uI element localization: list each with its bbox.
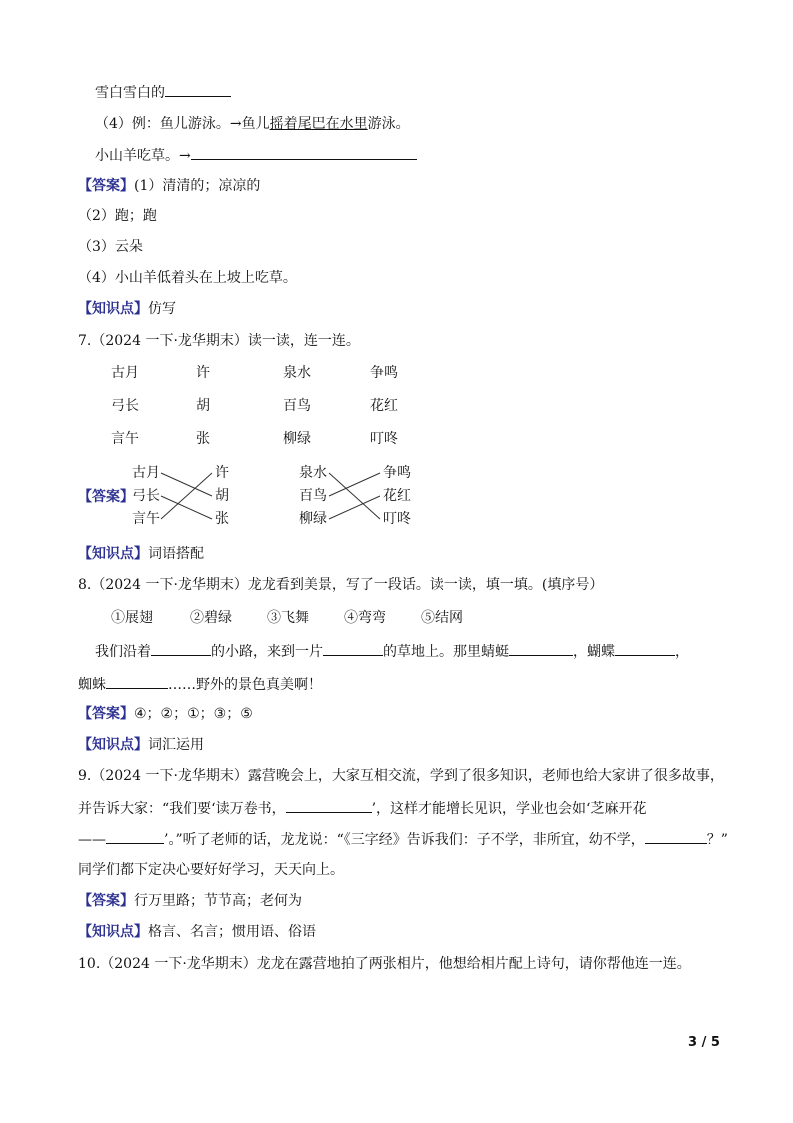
q7-grid-cell: 言午 bbox=[111, 431, 139, 447]
q9-number: 9. bbox=[78, 768, 92, 784]
q9-stem-line2 bbox=[78, 798, 647, 819]
match-word: 弓长 bbox=[132, 488, 160, 504]
blank[interactable] bbox=[323, 641, 383, 656]
q7-stem-text: 读一读，连一连。 bbox=[247, 333, 360, 349]
q8-option: ①展翅 bbox=[111, 610, 153, 626]
q9-stem-text: ’，这样才能增长见识，学业也会如‘芝麻开花 bbox=[371, 801, 647, 817]
q9-answer-text: 行万里路；节节高；老何为 bbox=[134, 893, 302, 909]
match-word: 古月 bbox=[132, 465, 160, 481]
knowledge-tag: 【知识点】 bbox=[78, 301, 148, 317]
q9-answer bbox=[78, 891, 302, 911]
blank[interactable] bbox=[106, 829, 164, 844]
match-line bbox=[161, 473, 212, 496]
q9-knowledge-text: 格言、名言；惯用语、俗语 bbox=[148, 924, 316, 940]
blank[interactable] bbox=[286, 798, 372, 813]
match-word: 柳绿 bbox=[299, 511, 327, 527]
q9-stem-text: ？” bbox=[706, 832, 728, 848]
q8-option: ④弯弯 bbox=[344, 610, 386, 626]
q7-grid-cell: 古月 bbox=[111, 365, 139, 381]
blank[interactable] bbox=[106, 674, 168, 689]
q7-grid-cell: 百鸟 bbox=[283, 398, 311, 414]
q9-stem-text: 露营晚会上，大家互相交流，学到了很多知识，老师也给大家讲了很多故事， bbox=[247, 768, 724, 784]
q6-example-end: 游泳。 bbox=[367, 116, 410, 132]
q8-passage-line1 bbox=[95, 641, 689, 662]
q6-line1-text: 雪白雪白的 bbox=[95, 85, 165, 101]
answer-tag: 【答案】 bbox=[78, 706, 134, 722]
q8-option: ⑤结网 bbox=[421, 610, 463, 626]
q6-knowledge-text: 仿写 bbox=[148, 301, 176, 317]
answer-tag: 【答案】 bbox=[78, 489, 134, 505]
q8-number: 8. bbox=[78, 577, 92, 593]
q7-grid-cell: 柳绿 bbox=[283, 431, 311, 447]
q9-stem-text: ’。”听了老师的话，龙龙说：“《三字经》告诉我们：子不学，非所宜，幼不学， bbox=[164, 832, 645, 848]
match-line bbox=[329, 496, 380, 519]
match-line bbox=[329, 473, 380, 519]
q8-passage-text: 的草地上。那里蜻蜓 bbox=[383, 644, 509, 660]
q6-answer-2: （2）跑；跑 bbox=[78, 208, 157, 224]
q9-stem-line3 bbox=[78, 829, 728, 850]
q9-stem-text: 并告诉大家：“我们要‘读万卷书， bbox=[78, 801, 286, 817]
q8-passage-text: ……野外的景色真美啊！ bbox=[168, 677, 322, 693]
q6-line3-text: 小山羊吃草。→ bbox=[95, 148, 191, 164]
blank[interactable] bbox=[151, 641, 211, 656]
q6-answer-1: (1）清清的；凉凉的 bbox=[134, 178, 261, 194]
q8-knowledge-text: 词汇运用 bbox=[148, 737, 204, 753]
q7-knowledge bbox=[78, 544, 204, 564]
match-word: 张 bbox=[215, 511, 229, 527]
q8-passage-text: 的小路，来到一片 bbox=[211, 644, 323, 660]
q8-answer bbox=[78, 704, 253, 724]
knowledge-tag: 【知识点】 bbox=[78, 924, 148, 940]
q7-grid-cell: 花红 bbox=[370, 398, 398, 414]
match-word: 许 bbox=[215, 465, 229, 481]
answer-tag: 【答案】 bbox=[78, 178, 134, 194]
match-word: 胡 bbox=[215, 488, 229, 504]
q7-grid-cell: 泉水 bbox=[283, 365, 311, 381]
q7-grid-cell: 争鸣 bbox=[370, 365, 398, 381]
blank[interactable] bbox=[645, 829, 707, 844]
match-word: 泉水 bbox=[299, 465, 327, 481]
q10-number: 10. bbox=[78, 956, 101, 972]
q8-passage-text: 蜘蛛 bbox=[78, 677, 106, 693]
match-word: 百鸟 bbox=[299, 488, 327, 504]
match-word: 言午 bbox=[132, 511, 160, 527]
match-line bbox=[161, 496, 212, 519]
q6-answer-3: （3）云朵 bbox=[78, 239, 143, 255]
blank[interactable] bbox=[509, 641, 573, 656]
q9-source: （2024 一下·龙华期末） bbox=[91, 768, 248, 784]
q8-option: ②碧绿 bbox=[190, 610, 232, 626]
q6-answer-4: （4）小山羊低着头在上坡上吃草。 bbox=[78, 270, 297, 286]
q7-grid-cell: 许 bbox=[196, 365, 210, 381]
q9-stem-line1 bbox=[78, 766, 724, 786]
q7-grid-cell: 张 bbox=[196, 431, 210, 447]
blank[interactable] bbox=[615, 641, 675, 656]
q8-passage-text: ，蝴蝶 bbox=[573, 644, 615, 660]
q7-number: 7. bbox=[78, 333, 92, 349]
q7-grid-cell: 胡 bbox=[196, 398, 210, 414]
q9-stem-line4: 同学们都下定决心要好好学习，天天向上。 bbox=[78, 862, 344, 878]
knowledge-tag: 【知识点】 bbox=[78, 737, 148, 753]
q8-passage-text: ， bbox=[675, 644, 689, 660]
q8-passage-text: 我们沿着 bbox=[95, 644, 151, 660]
match-word: 花红 bbox=[383, 488, 411, 504]
q7-grid-cell: 弓长 bbox=[111, 398, 139, 414]
q8-stem bbox=[78, 575, 603, 595]
q8-passage-line2 bbox=[78, 674, 322, 695]
match-word: 争鸣 bbox=[383, 465, 411, 481]
match-word: 叮咚 bbox=[383, 511, 411, 527]
q8-answer-text: ④；②；①；③；⑤ bbox=[134, 706, 253, 722]
q7-source: （2024 一下·龙华期末） bbox=[91, 333, 248, 349]
knowledge-tag: 【知识点】 bbox=[78, 546, 148, 562]
match-line bbox=[161, 473, 212, 519]
q8-source: （2024 一下·龙华期末） bbox=[91, 577, 248, 593]
q7-grid-cell: 叮咚 bbox=[370, 431, 398, 447]
q8-stem-text: 龙龙看到美景，写了一段话。读一读，填一填。(填序号） bbox=[247, 577, 604, 593]
match-line bbox=[329, 473, 380, 496]
q10-stem bbox=[78, 954, 691, 974]
q6-example-label: （4）例：鱼儿游泳。→鱼儿 bbox=[95, 116, 270, 132]
q8-knowledge bbox=[78, 735, 204, 755]
q7-knowledge-text: 词语搭配 bbox=[148, 546, 204, 562]
answer-tag: 【答案】 bbox=[78, 893, 134, 909]
q9-stem-text: —— bbox=[78, 832, 106, 848]
q10-source: （2024 一下·龙华期末） bbox=[100, 956, 257, 972]
q9-knowledge bbox=[78, 922, 316, 942]
q6-example-underlined: 摇着尾巴在水里 bbox=[269, 116, 368, 132]
q10-stem-text: 龙龙在露营地拍了两张相片，他想给相片配上诗句，请你帮他连一连。 bbox=[256, 956, 691, 972]
page-number: 3 / 5 bbox=[688, 1035, 720, 1050]
q8-option: ③飞舞 bbox=[267, 610, 309, 626]
